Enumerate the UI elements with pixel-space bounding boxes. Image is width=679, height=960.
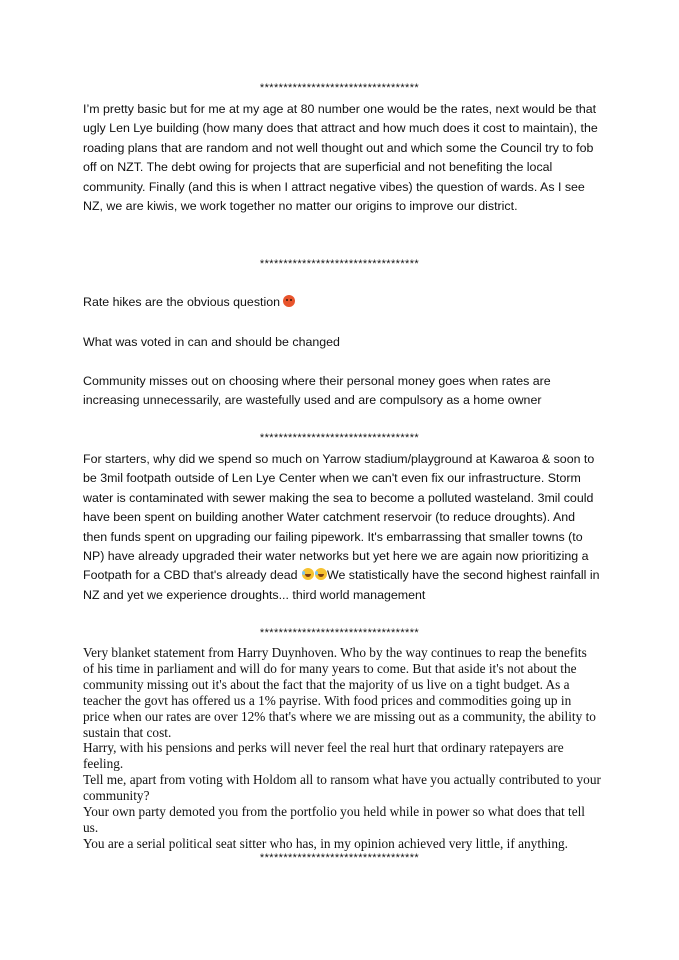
angry-face-icon [283,295,295,307]
comment-4-para-4: Your own party demoted you from the portfolio you held while in power so what does that tell us. [83,804,586,835]
comment-4-para-5: You are a serial political seat sitter who has, in my opinion achieved very little, if anything. [83,835,568,851]
separator-1: ********************************** [259,82,420,94]
comment-2-line-1 [83,293,601,312]
comment-4-para-2: Harry, with his pensions and perks will never feel the real hurt that ordinary ratepayers are feeling. [83,740,564,772]
separator-3: ********************************** [259,432,420,444]
laughing-tears-icon [302,568,314,580]
laughing-tears-icon [315,568,327,580]
separator-5: ********************************** [259,852,420,864]
comment-4 [83,645,601,852]
separator-4: ********************************** [259,627,420,639]
comment-2-line-3: Community misses out on choosing where their personal money goes when rates are increasing unnecessarily, are wastefully used and are compulsory as a home owner [83,374,551,408]
comment-4-para-3: Tell me, apart from voting with Holdom all to ransom what have you actually contributed to your community? [83,772,601,804]
comment-2-line-1-text: Rate hikes are the obvious question [83,295,280,309]
comment-1: I’m pretty basic but for me at my age at 80 number one would be the rates, next would be that ugly Len Lye building (how many does that attract and how much does it cost to maintain), the roading plans that are random and not well thought out and which some the Council try to fob off on NZT. The debt owing for projects that are superficial and not benefiting the local community. Finally (and this is when I attract negative vibes) the question of wards. As I see NZ, we are kiwis, we work together no matter our origins to improve our district. [83,102,598,214]
comment-3 [83,450,601,605]
comment-2-line-2: What was voted in can and should be changed [83,335,340,349]
separator-2: ********************************** [259,258,420,270]
comment-4-para-1: Very blanket statement from Harry Duynhoven. Who by the way continues to reap the benefits of his time in parliament and will do for many years to come. But that aside it's not about the community missing out it's about the fact that the majority of us live on a tight budget. As a teacher the govt has offered us a 1% payrise. With food prices and commodities going up in price when our rates are over 12% that's where we are missing out as a community, the ability to sustain that cost. [83,645,596,740]
comment-3-text-after: We statistically have the second highest rainfall in NZ and yet we experience droughts... third world management [83,568,600,602]
comment-3-text-before: For starters, why did we spend so much on Yarrow stadium/playground at Kawaroa & soon to be 3mil footpath outside of Len Lye Center when we can't even fix our infrastructure. Storm water is contaminated with sewer making the sea to become a polluted wasteland. 3mil could have been spent on building another Water catchment reservoir (to reduce droughts). And then funds spent on upgrading our failing pipework. It's embarrassing that smaller towns (to NP) have already upgraded their water networks but yet here we are again now prioritizing a Footpath for a CBD that's already dead [83,452,595,583]
